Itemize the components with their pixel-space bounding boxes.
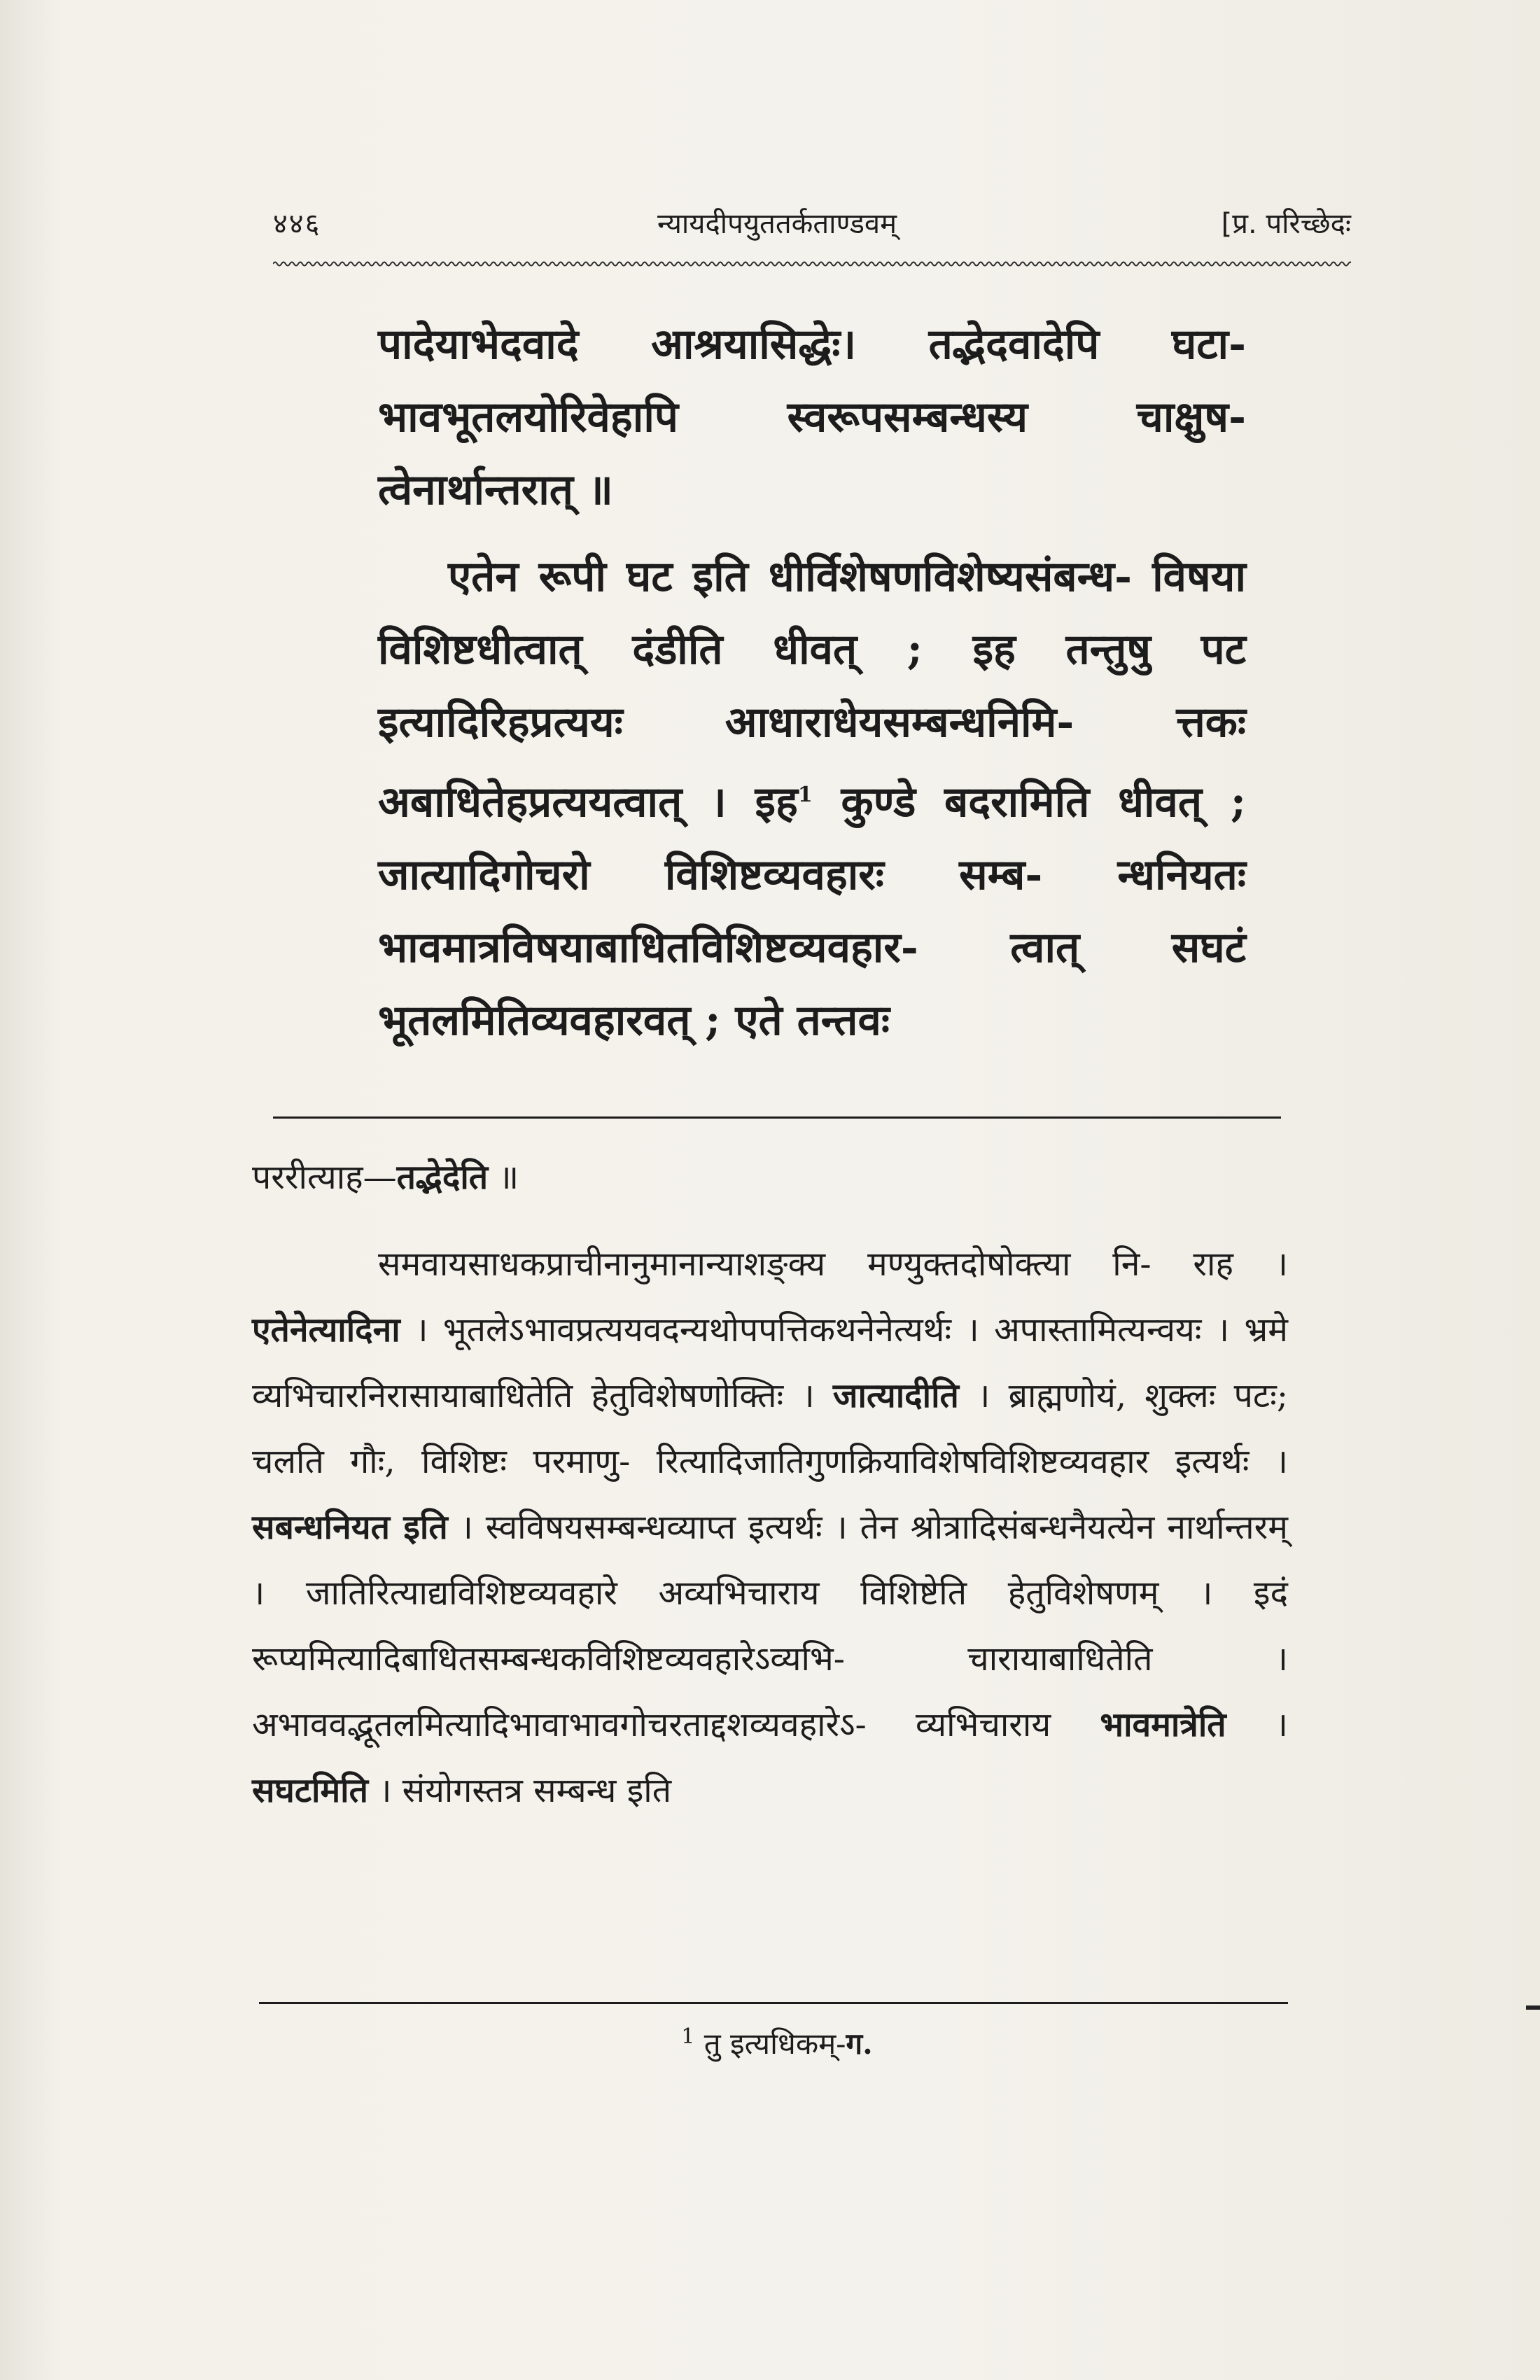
- intro-pratika: तद्भेदेति: [396, 1158, 489, 1197]
- footnote: [273, 2023, 1281, 2063]
- pratika-sambandha: सबन्धनियत इति: [252, 1508, 448, 1547]
- commentary-text: [252, 1144, 1288, 1823]
- verse-text-a: एतेन रूपी घट इति धीर्विशेषणविशेष्यसंबन्ध- विषया विशिष्टधीत्वात् दंडीति धीवत् ; इह तन्तुषु पट इत्यादिरिहप्रत्ययः आधाराधेयसम्बन्धनिमि- त्तकः अबाधितेहप्रत्ययत्वात् । इह: [378, 552, 1246, 827]
- footnote-source: ग.: [846, 2026, 873, 2061]
- mula-text: [378, 308, 1246, 1057]
- footnote-divider: [259, 2002, 1288, 2004]
- commentary-text-k: । संयोगस्तत्र सम्बन्ध इति: [368, 1771, 672, 1810]
- verse-paragraph-1: पादेयाभेदवादे आश्रयासिद्धेः। तद्भेदवादेपि घटा- भावभूतलयोरिवेहापि स्वरूपसम्बन्धस्य चाक्षुष- त्वेनार्थान्तरात् ॥: [378, 320, 1246, 514]
- wavy-header-rule: [273, 259, 1351, 269]
- intro-end: ॥: [488, 1158, 519, 1197]
- commentary-text-e: । ब्राह्मणोयं, शुक्लः पटः; चलति गौः, विशिष्टः परमाणु- रित्यादिजातिगुणक्रियाविशेषविशिष्टव्यवहार इत्यर्थः ।: [252, 1376, 1288, 1481]
- commentary-text-a: समवायसाधकप्राचीनानुमानान्याशङ्क्य मण्युक्तदोषोक्त्या नि- राह ।: [378, 1245, 1288, 1284]
- book-page: [252, 161, 1351, 2233]
- running-head: [273, 203, 1351, 259]
- section-marker: [प्र. परिच्छेदः: [1221, 208, 1351, 240]
- verse-paragraph-2: [378, 540, 1246, 1057]
- margin-mark: [1526, 2005, 1540, 2010]
- intro-text: पररीत्याह—: [252, 1158, 397, 1197]
- running-title: न्यायदीपयुततर्कताण्डवम्: [657, 208, 897, 240]
- commentary-text-c: । भूतलेऽभावप्रत्ययवदन्यथोपपत्तिकथनेनेत्यर्थः । अपास्तामित्यन्वयः । भ्रमे व्यभिचारनिरासायाबाधितेति हेतुविशेषणोक्तिः ।: [252, 1310, 1288, 1415]
- footnote-text: तु इत्यधिकम्-: [694, 2026, 846, 2061]
- commentary-text-g: । स्वविषयसम्बन्धव्याप्त इत्यर्थः । तेन श्रोत्रादिसंबन्धनैयत्येन नार्थान्तरम् । जातिरित्याद्यविशिष्टव्यवहारे अव्यभिचाराय विशिष्टेति हेतुविशेषणम् । इदं रूप्यमित्यादिबाधितसम्बन्धकविशिष्टव्यवहारेऽव्यभि- चारायाबाधितेति । अभाववद्भूतलमित्यादिभावाभावगोचरताद्दशव्यवहारेऽ- व्यभिचाराय: [252, 1508, 1289, 1744]
- commentary-text-i: ।: [1226, 1705, 1288, 1744]
- commentary-intro: [252, 1144, 1288, 1210]
- verse-text-b: कुण्डे बदरामिति धीवत् ; जात्यादिगोचरो विशिष्टव्यवहारः सम्ब- न्धनियतः भावमात्रविषयाबाधितविशिष्टव्यवहार- त्वात् सघटं भूतलमितिव्यवहारवत् ; एते तन्तवः: [378, 778, 1246, 1045]
- page-number: ४४६: [273, 208, 321, 240]
- pratika-bhavamatra: भावमात्रेति: [1100, 1705, 1226, 1744]
- text-commentary-divider: [273, 1116, 1281, 1119]
- pratika-etena: एतेनेत्यादिना: [252, 1310, 400, 1350]
- pratika-jatyadi: जात्यादीति: [832, 1376, 959, 1415]
- footnote-ref: 1: [797, 783, 813, 807]
- commentary-paragraph: [252, 1231, 1288, 1823]
- footnote-marker: 1: [681, 2024, 695, 2049]
- pratika-saghata: सघटमिति: [252, 1771, 368, 1810]
